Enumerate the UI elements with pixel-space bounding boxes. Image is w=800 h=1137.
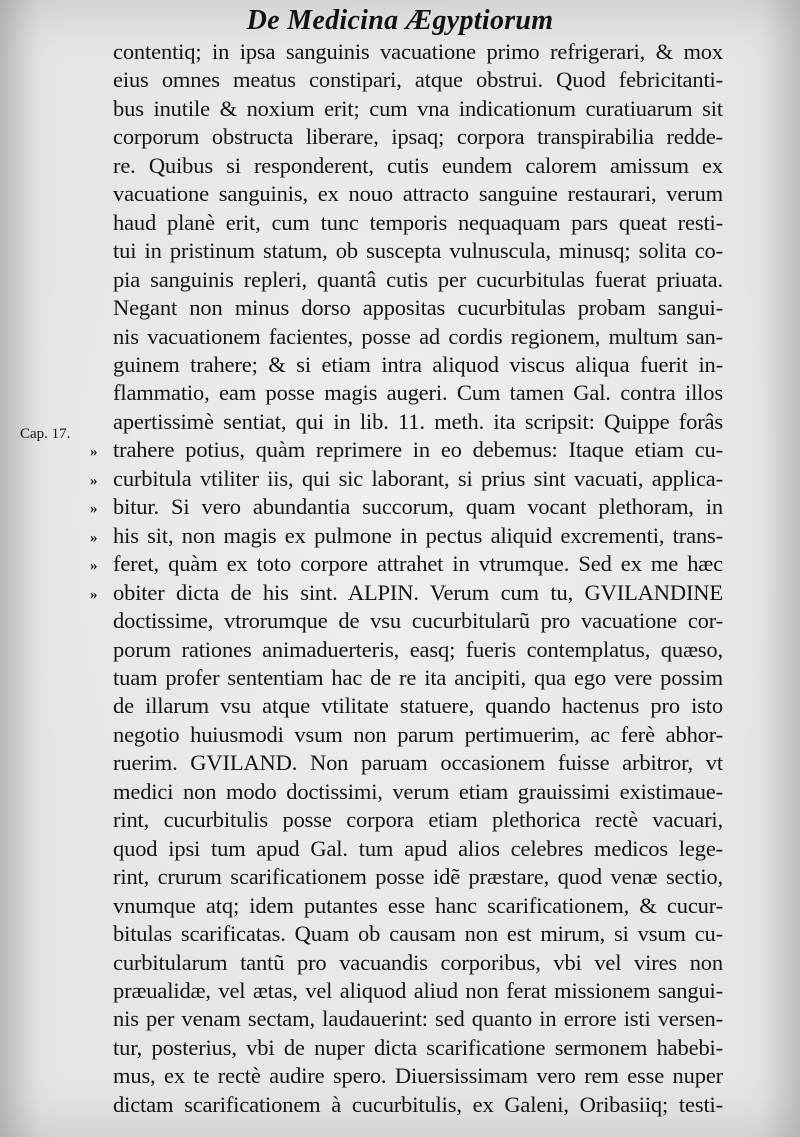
text-line: doctissime, vtrorumque de vsu cucurbitularũ pro vacuatione cor- <box>113 608 723 634</box>
text-line: contentiq; in ipsa sanguinis vacuatione primo refrigerari, & mox <box>113 39 723 64</box>
text-line: rint, crurum scarificationem posse idẽ præstare, quod venæ sectio, <box>113 864 723 890</box>
text-line: medici non modo doctissimi, verum etiam grauissimi existimaue- <box>113 778 723 804</box>
text-line: bitur. Si vero abundantia succorum, quam vocant plethoram, in <box>113 494 723 520</box>
text-line: vnumque atq; idem putantes esse hanc scarificationem, & cucur- <box>113 892 723 918</box>
text-line: nis per venam sectam, laudauerint: sed quanto in errore isti versen- <box>113 1006 723 1032</box>
quotation-mark: » <box>90 501 98 518</box>
text-line: curbitula vtiliter iis, qui sic laborant, si prius sint vacuati, applica- <box>113 465 723 491</box>
text-line: tui in pristinum statum, ob susceptа vulnuscula, minusq; solita co- <box>113 238 723 264</box>
margin-note-chapter: Cap. 17. <box>20 426 71 442</box>
text-line: bus inutile & noxium erit; cum vna indicationum curatiuarum sit <box>113 95 723 121</box>
body-text <box>113 38 723 1119</box>
quotation-mark: » <box>90 558 98 575</box>
text-line: tuam profer sententiam hac de re ita ancipiti, qua ego vere possim <box>113 664 723 690</box>
text-line: his sit, non magis ex pulmone in pectus aliquid excrementi, trans- <box>113 522 723 548</box>
text-line: re. Quibus si responderent, cutis eundem calorem amissum ex <box>113 152 723 178</box>
text-line: Negant non minus dorso appositas cucurbitulas probam sangui- <box>113 295 723 321</box>
text-line: ruerim. GVILAND. Non paruam occasionem fuisse arbitror, vt <box>113 750 723 776</box>
text-line: negotio huiusmodi vsum non parum pertimuerim, ac ferè abhor- <box>113 721 723 747</box>
text-line: guinem trahere; & si etiam intra aliquod viscus aliqua fuerit in- <box>113 351 723 377</box>
text-line: trahere potius, quàm reprimere in eo debemus: Itaque etiam cu- <box>113 437 723 463</box>
running-head: De Medicina Ægyptiorum <box>246 5 554 36</box>
text-line: mus, ex te rectè audire spero. Diuersissimam vero rem esse nuper <box>113 1063 723 1089</box>
text-line: quod ipsi tum apud Gal. tum apud alios celebres medicos lege- <box>113 835 723 861</box>
quotation-mark: » <box>90 529 98 546</box>
quotation-mark: » <box>90 586 98 603</box>
text-line: nis vacuationem facientes, posse ad cordis regionem, multum san- <box>113 323 723 349</box>
text-line: tur, posterius, vbi de nuper dicta scarificatione sermonem habebi- <box>113 1034 723 1060</box>
text-line: rint, cucurbitulis posse corpora etiam plethorica rectè vacuari, <box>113 807 723 833</box>
text-line: flammatio, eam posse magis augeri. Cum tamen Gal. contra illos <box>113 380 723 406</box>
text-line: pia sanguinis repleri, quantâ cutis per cucurbitulas fuerat priuata. <box>113 266 723 292</box>
text-line: feret, quàm ex toto corpore attrahet in vtrumque. Sed ex me hæc <box>113 551 723 577</box>
text-line: præualidæ, vel ætas, vel aliquod aliud non ferat missionem sangui- <box>113 977 723 1003</box>
text-line: dictam scarificationem à cucurbitulis, ex Galeni, Oribasiiq; testi- <box>113 1091 723 1117</box>
text-line: obiter dicta de his sint. ALPIN. Verum cum tu, GVILANDINE <box>113 579 723 605</box>
text-line: haud planè erit, cum tunc temporis nequaquam pars queat resti- <box>113 209 723 235</box>
text-line: porum rationes animaduerteris, easq; fueris contemplatus, quæso, <box>113 636 723 662</box>
text-line: bitulas scarificatas. Quam ob causam non est mirum, si vsum cu- <box>113 921 723 947</box>
text-line: de illarum vsu atque vtilitate statuere, quando hactenus pro isto <box>113 693 723 719</box>
text-line: curbitularum tantũ pro vacuandis corporibus, vbi vel vires non <box>113 949 723 975</box>
text-line: corporum obstructa liberare, ipsaq; corpora transpirabilia redde- <box>113 124 723 150</box>
text-line: vacuatione sanguinis, ex nouo attracto sanguine restaurari, verum <box>113 181 723 207</box>
quotation-mark: » <box>90 472 98 489</box>
text-line: apertissimè sentiat, qui in lib. 11. meth. ita scripsit: Quippe forâs <box>113 408 723 434</box>
text-line: eius omnes meatus constipari, atque obstrui. Quod febricitanti- <box>113 67 723 93</box>
quotation-mark: » <box>90 444 98 461</box>
